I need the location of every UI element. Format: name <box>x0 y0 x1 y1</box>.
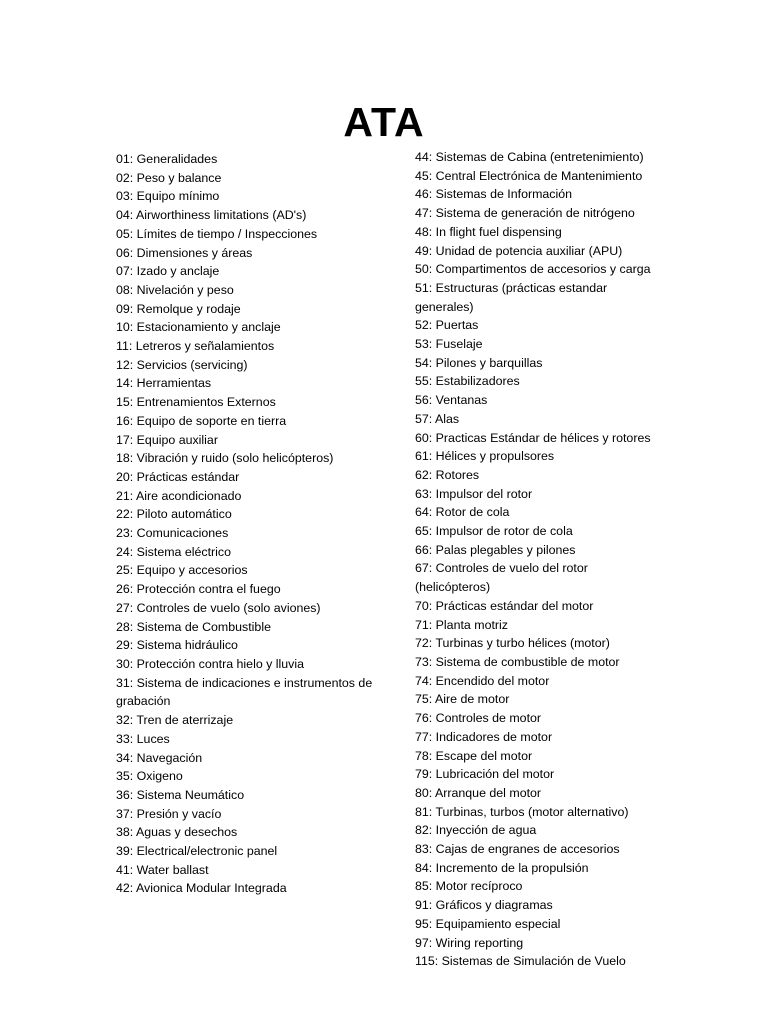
ata-chapter-item: 77: Indicadores de motor <box>415 729 553 744</box>
ata-chapter-item: 16: Equipo de soporte en tierra <box>116 413 287 428</box>
ata-chapter-item: 50: Compartimentos de accesorios y carga <box>415 262 651 277</box>
page-title: ATA <box>343 99 425 145</box>
ata-chapter-item: 24: Sistema eléctrico <box>116 544 232 559</box>
ata-chapter-item: 74: Encendido del motor <box>415 673 550 688</box>
ata-chapter-item: 95: Equipamiento especial <box>415 916 561 931</box>
ata-chapter-item: 53: Fuselaje <box>415 337 483 352</box>
ata-chapter-item: 06: Dimensiones y áreas <box>116 245 253 260</box>
ata-chapter-item: 49: Unidad de potencia auxiliar (APU) <box>415 243 623 258</box>
ata-chapter-item: 54: Pilones y barquillas <box>415 355 543 370</box>
ata-chapter-item: 05: Límites de tiempo / Inspecciones <box>116 226 318 241</box>
ata-chapter-item: 72: Turbinas y turbo hélices (motor) <box>415 636 610 651</box>
ata-chapter-item: 02: Peso y balance <box>116 170 222 185</box>
ata-chapter-item: 67: Controles de vuelo del rotor (helicópteros) <box>415 561 588 595</box>
ata-chapter-item: 23: Comunicaciones <box>116 526 229 541</box>
ata-chapter-item: 52: Puertas <box>415 318 479 333</box>
ata-chapter-item: 08: Nivelación y peso <box>116 282 234 297</box>
ata-chapter-item: 61: Hélices y propulsores <box>415 449 555 464</box>
ata-chapter-item: 97: Wiring reporting <box>415 935 524 950</box>
ata-chapter-item: 38: Aguas y desechos <box>116 825 238 840</box>
ata-chapter-item: 48: In flight fuel dispensing <box>415 224 562 239</box>
ata-chapter-item: 66: Palas plegables y pilones <box>415 542 576 557</box>
ata-chapter-item: 31: Sistema de indicaciones e instrumentos de grabación <box>116 675 373 709</box>
ata-chapter-item: 14: Herramientas <box>116 376 212 391</box>
ata-chapter-item: 42: Avionica Modular Integrada <box>116 881 287 896</box>
ata-chapter-item: 85: Motor recíproco <box>415 879 523 894</box>
ata-chapter-item: 44: Sistemas de Cabina (entretenimiento) <box>415 150 644 164</box>
ata-chapter-item: 26: Protección contra el fuego <box>116 582 281 597</box>
ata-chapter-item: 63: Impulsor del rotor <box>415 486 533 501</box>
ata-chapter-item: 15: Entrenamientos Externos <box>116 395 276 410</box>
ata-chapter-item: 82: Inyección de agua <box>415 823 537 838</box>
ata-chapter-item: 20: Prácticas estándar <box>116 469 240 484</box>
ata-chapter-item: 81: Turbinas, turbos (motor alternativo) <box>415 804 629 819</box>
ata-chapter-item: 17: Equipo auxiliar <box>116 432 218 447</box>
ata-chapter-item: 30: Protección contra hielo y lluvia <box>116 656 305 671</box>
ata-chapter-item: 79: Lubricación del motor <box>415 767 555 782</box>
ata-chapter-item: 84: Incremento de la propulsión <box>415 860 589 875</box>
ata-chapter-item: 47: Sistema de generación de nitrógeno <box>415 206 635 221</box>
ata-chapter-item: 64: Rotor de cola <box>415 505 510 520</box>
ata-chapter-item: 51: Estructuras (prácticas estandar generales) <box>415 280 608 314</box>
ata-chapter-item: 36: Sistema Neumático <box>116 787 245 802</box>
ata-chapter-item: 57: Alas <box>415 411 460 426</box>
ata-chapter-item: 91: Gráficos y diagramas <box>415 898 553 913</box>
ata-chapter-item: 75: Aire de motor <box>415 692 510 707</box>
ata-chapter-list-right <box>415 148 660 971</box>
ata-chapter-item: 55: Estabilizadores <box>415 374 520 389</box>
ata-chapter-item: 37: Presión y vacío <box>116 806 222 821</box>
ata-chapter-item: 62: Rotores <box>415 467 480 482</box>
ata-chapter-item: 35: Oxigeno <box>116 769 183 784</box>
ata-chapter-item: 71: Planta motriz <box>415 617 508 632</box>
ata-chapter-item: 60: Practicas Estándar de hélices y rotores <box>415 430 651 445</box>
ata-chapter-item: 70: Prácticas estándar del motor <box>415 598 594 613</box>
ata-chapter-item: 73: Sistema de combustible de motor <box>415 654 620 669</box>
ata-chapter-item: 04: Airworthiness limitations (AD's) <box>116 208 307 223</box>
ata-chapter-item: 34: Navegación <box>116 750 203 765</box>
ata-chapter-item: 29: Sistema hidráulico <box>116 638 238 653</box>
ata-chapter-item: 28: Sistema de Combustible <box>116 619 271 634</box>
ata-chapter-item: 03: Equipo mínimo <box>116 189 220 204</box>
ata-chapter-item: 46: Sistemas de Información <box>415 187 573 202</box>
ata-chapter-list-left <box>116 150 384 898</box>
ata-chapter-item: 10: Estacionamiento y anclaje <box>116 320 281 335</box>
ata-chapter-item: 11: Letreros y señalamientos <box>116 339 275 354</box>
ata-chapter-item: 12: Servicios (servicing) <box>116 357 248 372</box>
ata-chapter-item: 33: Luces <box>116 731 170 746</box>
ata-chapter-item: 39: Electrical/electronic panel <box>116 844 278 859</box>
ata-chapter-item: 115: Sistemas de Simulación de Vuelo <box>415 954 626 969</box>
ata-chapter-item: 41: Water ballast <box>116 862 209 877</box>
ata-chapter-item: 18: Vibración y ruido (solo helicópteros) <box>116 451 334 466</box>
ata-chapter-item: 22: Piloto automático <box>116 507 232 522</box>
ata-chapter-item: 76: Controles de motor <box>415 711 542 726</box>
ata-chapter-item: 65: Impulsor de rotor de cola <box>415 524 573 539</box>
ata-chapter-item: 80: Arranque del motor <box>415 785 542 800</box>
ata-chapter-item: 45: Central Electrónica de Mantenimiento <box>415 168 643 183</box>
ata-chapter-item: 09: Remolque y rodaje <box>116 301 241 316</box>
ata-chapter-item: 21: Aire acondicionado <box>116 488 242 503</box>
ata-chapter-item: 07: Izado y anclaje <box>116 264 220 279</box>
ata-chapter-item: 78: Escape del motor <box>415 748 533 763</box>
ata-chapter-item: 32: Tren de aterrizaje <box>116 713 234 728</box>
ata-chapter-item: 25: Equipo y accesorios <box>116 563 248 578</box>
ata-chapter-item: 83: Cajas de engranes de accesorios <box>415 842 620 857</box>
ata-chapter-item: 27: Controles de vuelo (solo aviones) <box>116 600 321 615</box>
ata-chapter-item: 56: Ventanas <box>415 393 488 408</box>
ata-chapter-item: 01: Generalidades <box>116 152 218 166</box>
